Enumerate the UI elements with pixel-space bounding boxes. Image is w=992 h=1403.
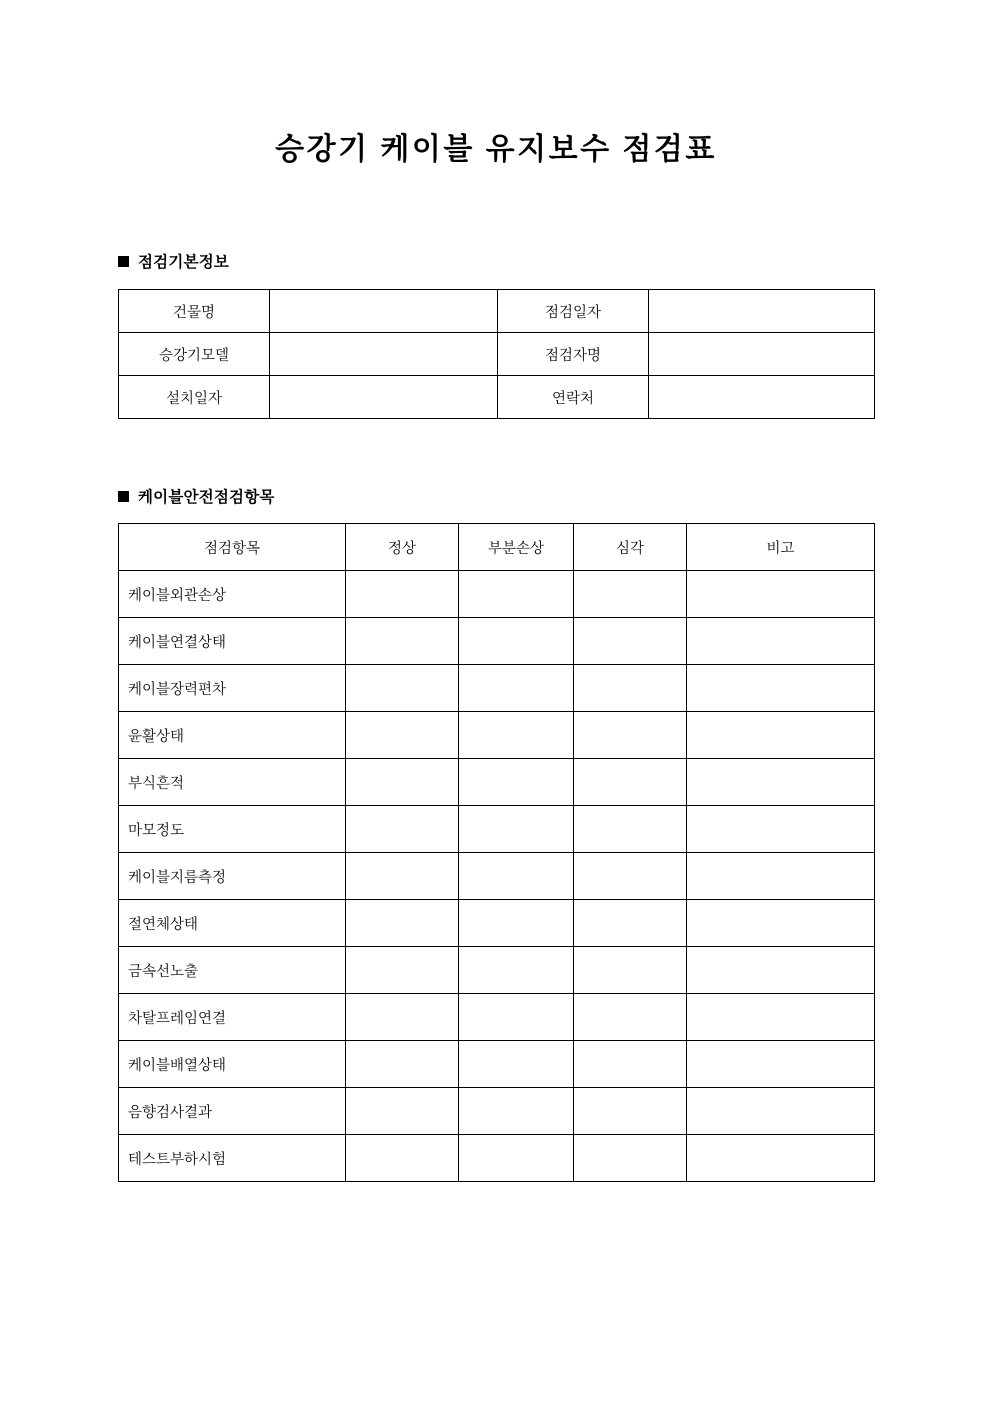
checkbox-cell-normal[interactable] (346, 1135, 459, 1182)
basic-info-table (118, 289, 875, 419)
note-cell[interactable] (687, 712, 875, 759)
section-heading-basic-info-label: 점검기본정보 (138, 254, 230, 271)
checkbox-cell-severe[interactable] (574, 853, 687, 900)
filled-square-bullet-icon (118, 491, 129, 502)
checkbox-cell-partial-damage[interactable] (459, 806, 574, 853)
note-cell[interactable] (687, 806, 875, 853)
checkbox-cell-normal[interactable] (346, 1088, 459, 1135)
label-building-name: 건물명 (119, 290, 270, 333)
table-header-row (119, 524, 875, 571)
checklist-item-label: 케이블배열상태 (119, 1041, 346, 1088)
note-cell[interactable] (687, 665, 875, 712)
note-cell[interactable] (687, 994, 875, 1041)
note-cell[interactable] (687, 853, 875, 900)
checklist-item-label: 케이블연결상태 (119, 618, 346, 665)
checkbox-cell-partial-damage[interactable] (459, 712, 574, 759)
checklist-item-label: 케이블외관손상 (119, 571, 346, 618)
note-cell[interactable] (687, 759, 875, 806)
checkbox-cell-severe[interactable] (574, 947, 687, 994)
table-row (119, 806, 875, 853)
value-installation-date[interactable] (270, 376, 498, 419)
note-cell[interactable] (687, 1135, 875, 1182)
table-row (119, 759, 875, 806)
column-header-severe: 심각 (574, 524, 687, 571)
table-row (119, 1135, 875, 1182)
table-row (119, 618, 875, 665)
checklist-item-label: 테스트부하시험 (119, 1135, 346, 1182)
table-row (119, 290, 875, 333)
table-row (119, 376, 875, 419)
label-inspector-name: 점검자명 (498, 333, 649, 376)
table-row (119, 333, 875, 376)
checkbox-cell-normal[interactable] (346, 618, 459, 665)
value-contact[interactable] (649, 376, 875, 419)
column-header-partial-damage: 부분손상 (459, 524, 574, 571)
checklist-item-label: 음향검사결과 (119, 1088, 346, 1135)
checkbox-cell-partial-damage[interactable] (459, 1041, 574, 1088)
checklist-item-label: 차탈프레임연결 (119, 994, 346, 1041)
checkbox-cell-partial-damage[interactable] (459, 665, 574, 712)
checkbox-cell-severe[interactable] (574, 571, 687, 618)
checkbox-cell-severe[interactable] (574, 712, 687, 759)
checkbox-cell-severe[interactable] (574, 1135, 687, 1182)
checkbox-cell-partial-damage[interactable] (459, 994, 574, 1041)
checkbox-cell-normal[interactable] (346, 900, 459, 947)
checklist-item-label: 마모정도 (119, 806, 346, 853)
cable-check-table (118, 523, 875, 1182)
note-cell[interactable] (687, 1088, 875, 1135)
checklist-item-label: 윤활상태 (119, 712, 346, 759)
note-cell[interactable] (687, 1041, 875, 1088)
checkbox-cell-severe[interactable] (574, 1041, 687, 1088)
column-header-item: 점검항목 (119, 524, 346, 571)
checkbox-cell-normal[interactable] (346, 994, 459, 1041)
checkbox-cell-normal[interactable] (346, 853, 459, 900)
section-heading-cable-check-label: 케이블안전점검항목 (138, 489, 275, 506)
checkbox-cell-normal[interactable] (346, 571, 459, 618)
checklist-item-label: 금속선노출 (119, 947, 346, 994)
checkbox-cell-severe[interactable] (574, 759, 687, 806)
table-row (119, 712, 875, 759)
checkbox-cell-severe[interactable] (574, 618, 687, 665)
section-heading-basic-info (118, 250, 229, 272)
checkbox-cell-normal[interactable] (346, 712, 459, 759)
checklist-item-label: 케이블지름측정 (119, 853, 346, 900)
checkbox-cell-partial-damage[interactable] (459, 1088, 574, 1135)
column-header-normal: 정상 (346, 524, 459, 571)
checklist-item-label: 부식흔적 (119, 759, 346, 806)
label-contact: 연락처 (498, 376, 649, 419)
column-header-note: 비고 (687, 524, 875, 571)
checkbox-cell-partial-damage[interactable] (459, 853, 574, 900)
page-title: 승강기 케이블 유지보수 점검표 (275, 133, 717, 166)
checkbox-cell-normal[interactable] (346, 806, 459, 853)
checkbox-cell-normal[interactable] (346, 665, 459, 712)
note-cell[interactable] (687, 571, 875, 618)
table-row (119, 1041, 875, 1088)
table-row (119, 994, 875, 1041)
value-inspector-name[interactable] (649, 333, 875, 376)
checkbox-cell-partial-damage[interactable] (459, 618, 574, 665)
note-cell[interactable] (687, 618, 875, 665)
note-cell[interactable] (687, 900, 875, 947)
checkbox-cell-partial-damage[interactable] (459, 900, 574, 947)
checklist-item-label: 절연체상태 (119, 900, 346, 947)
table-row (119, 947, 875, 994)
table-row (119, 853, 875, 900)
table-row (119, 665, 875, 712)
label-inspection-date: 점검일자 (498, 290, 649, 333)
checkbox-cell-partial-damage[interactable] (459, 947, 574, 994)
filled-square-bullet-icon (118, 256, 129, 267)
checkbox-cell-partial-damage[interactable] (459, 571, 574, 618)
table-row (119, 1088, 875, 1135)
value-elevator-model[interactable] (270, 333, 498, 376)
checkbox-cell-severe[interactable] (574, 806, 687, 853)
checklist-item-label: 케이블장력편차 (119, 665, 346, 712)
checkbox-cell-partial-damage[interactable] (459, 1135, 574, 1182)
checkbox-cell-normal[interactable] (346, 1041, 459, 1088)
value-building-name[interactable] (270, 290, 498, 333)
checkbox-cell-severe[interactable] (574, 994, 687, 1041)
checkbox-cell-normal[interactable] (346, 947, 459, 994)
value-inspection-date[interactable] (649, 290, 875, 333)
checkbox-cell-severe[interactable] (574, 1088, 687, 1135)
label-installation-date: 설치일자 (119, 376, 270, 419)
note-cell[interactable] (687, 947, 875, 994)
label-elevator-model: 승강기모델 (119, 333, 270, 376)
checkbox-cell-partial-damage[interactable] (459, 759, 574, 806)
checkbox-cell-severe[interactable] (574, 665, 687, 712)
section-heading-cable-check (118, 485, 275, 507)
checkbox-cell-severe[interactable] (574, 900, 687, 947)
table-row (119, 571, 875, 618)
checkbox-cell-normal[interactable] (346, 759, 459, 806)
table-row (119, 900, 875, 947)
